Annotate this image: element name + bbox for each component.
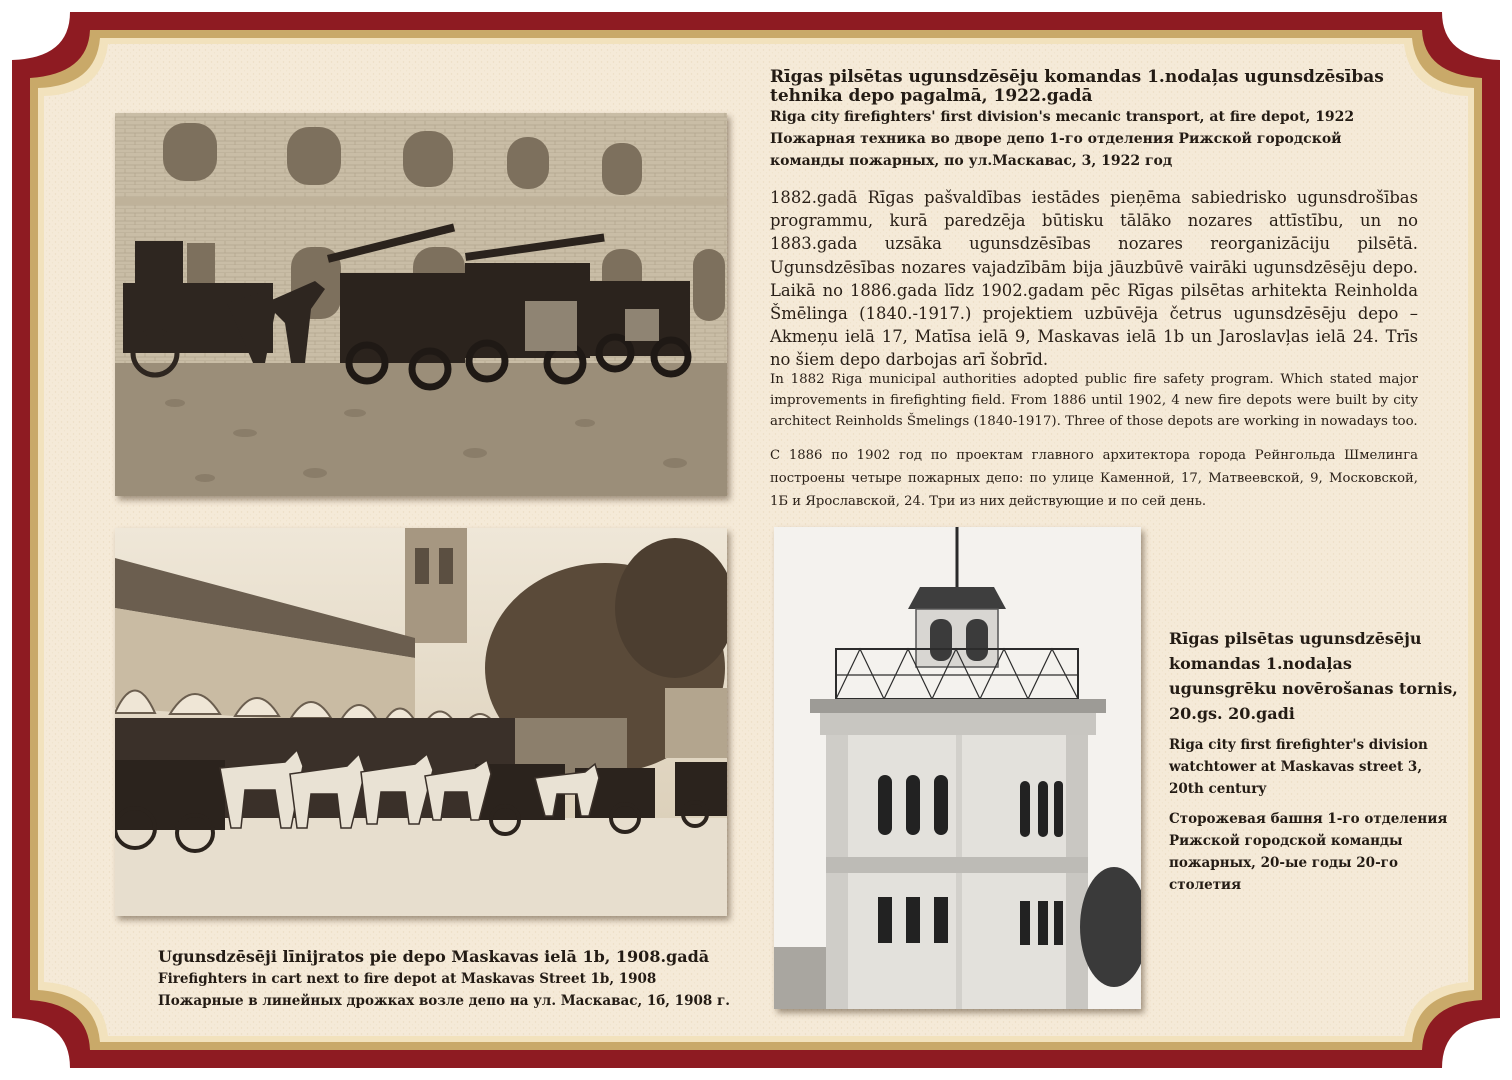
caption-title-ru: Пожарные в линейных дрожках возле депо на ул. Маскавас, 1б, 1908 г. [158,993,730,1009]
caption-title-en: Firefighters in cart next to fire depot at Maskavas Street 1b, 1908 [158,971,657,987]
caption-title-ru: Пожарная техника во дворе депо 1-го отделения Рижской городской команды пожарных, по ул.Маскавас, 3, 1922 год [770,131,1342,169]
caption-horse-carts-1908 [158,946,738,1012]
photo-depot-courtyard-1922 [115,113,727,496]
caption-title-ru: Сторожевая башня 1-го отделения Рижской городской команды пожарных, 20-ые годы 20-го столетия [1169,811,1448,893]
caption-title-lv: Rīgas pilsētas ugunsdzēsēju komandas 1.nodaļas ugunsdzēsības tehnika depo pagalmā, 1922.gadā [770,67,1384,106]
caption-title-lv: Ugunsdzēsēji līnijratos pie depo Maskavas ielā 1b, 1908.gadā [158,947,710,966]
caption-title-lv: Rīgas pilsētas ugunsdzēsēju komandas 1.nodaļas ugunsgrēku novērošanas tornis, 20.gs. 20.gadi [1169,629,1458,723]
caption-title-en: Riga city first firefighter's division watchtower at Maskavas street 3, 20th century [1169,737,1428,797]
body-text-english: In 1882 Riga municipal authorities adopted public fire safety program. Which stated major improvements in firefighting field. From 1886 until 1902, 4 new fire depots were built by city architect Reinholds Šmelings (1840-1917). Three of those depots are working in nowadays too. [770,372,1418,429]
body-text-russian: С 1886 по 1902 год по проектам главного архитектора города Рейнгольда Шмелинга построены четыре пожарных депо: по улице Каменной, 17, Матвеевской, 9, Московской, 1Б и Ярославской, 24. Три из них действующие и по сей день. [770,448,1418,509]
caption-depot-1922 [770,68,1410,172]
caption-watchtower [1169,626,1459,896]
photo-horse-carts-1908 [115,528,727,916]
body-text-latvian: 1882.gadā Rīgas pašvaldības iestādes pieņēma sabiedrisko ugunsdrošības programmu, kurā paredzēja būtisku tālāko nozares attīstību, un no 1883.gada uzsāka ugunsdzēsības nozares reorganizāciju pilsētā. Ugunsdzēsības nozares vajadzībām bija jāuzbūvē vairāki ugunsdzēsēju depo. Laikā no 1886.gada līdz 1902.gadam pēc Rīgas pilsētas arhitekta Reinholda Šmēlinga (1840.-1917.) projektiem uzbūvēja četrus ugunsdzēsēju depo – Akmeņu ielā 17, Matīsa ielā 9, Maskavas ielā 1b un Jaroslavļas ielā 24. Trīs no šiem depo darbojas arī šobrīd. [770,188,1418,370]
caption-title-en: Riga city firefighters' first division's mecanic transport, at fire depot, 1922 [770,109,1355,125]
photo-watchtower [774,527,1141,1009]
